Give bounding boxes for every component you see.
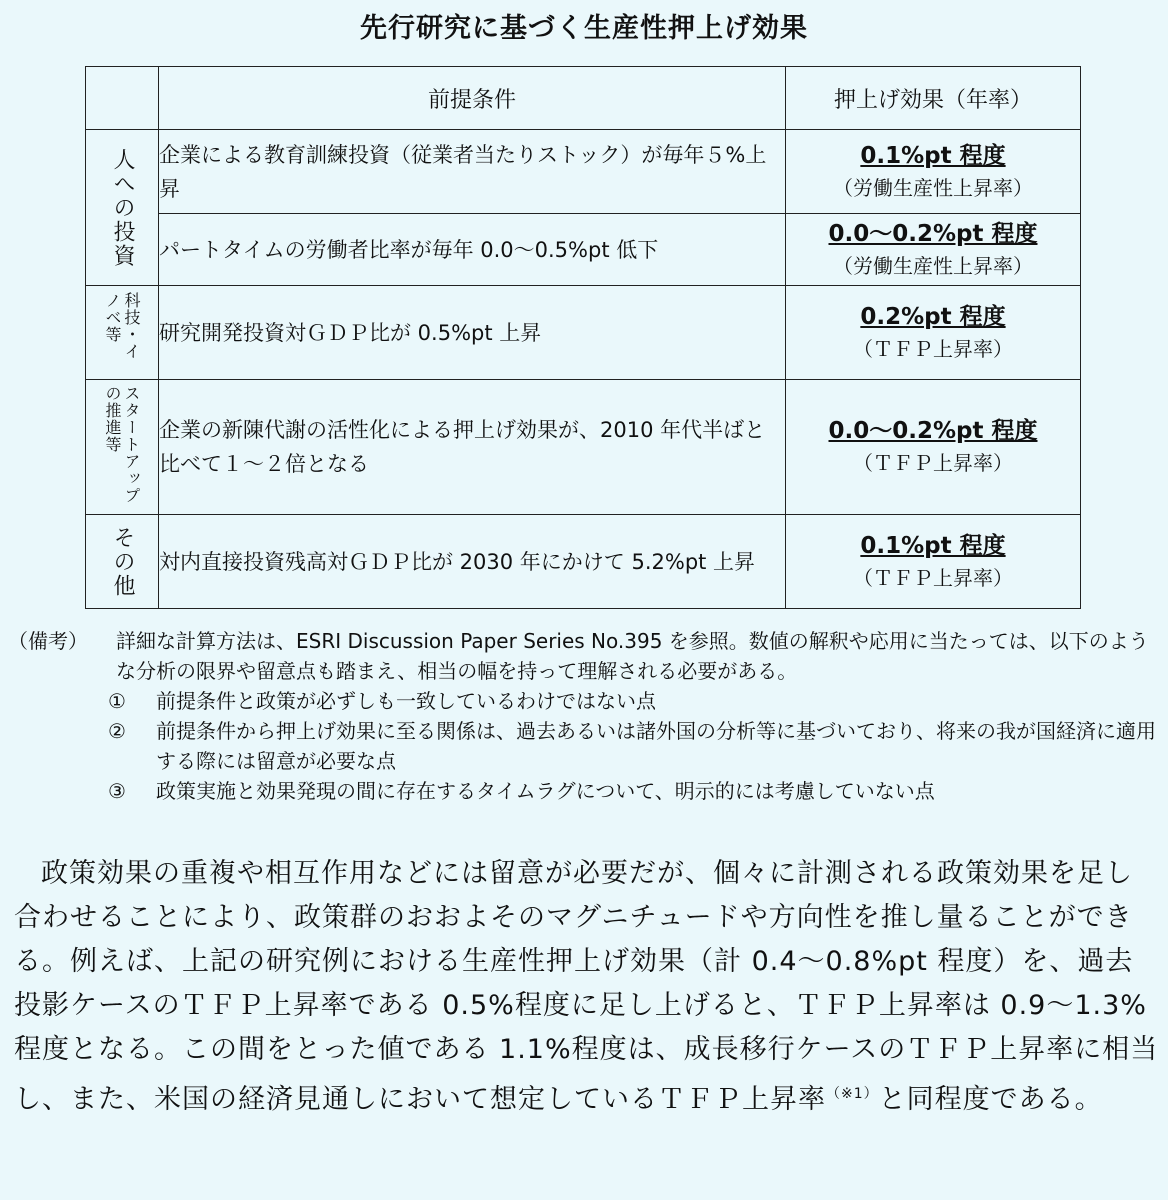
effect-cell	[786, 286, 1081, 380]
page-title: 先行研究に基づく生産性押上げ効果	[360, 13, 808, 44]
effect-note: （ＴＦＰ上昇率）	[853, 565, 1013, 590]
category-tech-cell	[86, 286, 159, 380]
table-row	[86, 286, 1081, 380]
effect-value: 0.1%pt 程度	[860, 532, 1006, 559]
effect-note: （労働生産性上昇率）	[833, 175, 1033, 200]
category-tech: 科技・イノベ等	[103, 291, 141, 360]
header-effect: 押上げ効果（年率）	[786, 67, 1081, 130]
productivity-table	[85, 66, 1081, 609]
effect-cell	[786, 380, 1081, 515]
paragraph-tail: と同程度である。	[878, 1084, 1103, 1115]
note-item	[108, 776, 1158, 806]
notes-block	[8, 626, 1158, 806]
condition-cell: 対内直接投資残高対ＧＤＰ比が 2030 年にかけて 5.2%pt 上昇	[159, 515, 786, 609]
table-row	[86, 515, 1081, 609]
footnote-ref: （※1）	[826, 1086, 879, 1102]
category-other-cell	[86, 515, 159, 609]
condition-cell: 企業の新陳代謝の活性化による押上げ効果が、2010 年代半ばと比べて１〜２倍となる	[159, 380, 786, 515]
note-number: ③	[108, 779, 126, 803]
note-text: 前提条件から押上げ効果に至る関係は、過去あるいは諸外国の分析等に基づいており、将来の我が国経済に適用する際には留意が必要な点	[156, 719, 1156, 773]
category-people-cell	[86, 130, 159, 286]
condition-cell: 企業による教育訓練投資（従業者当たりストック）が毎年５%上昇	[159, 130, 786, 214]
effect-note: （ＴＦＰ上昇率）	[853, 336, 1013, 361]
note-item	[108, 686, 1158, 716]
category-other: その他	[110, 525, 135, 598]
notes-label: （備考）	[8, 629, 88, 653]
table-row	[86, 214, 1081, 286]
notes-intro	[8, 626, 1158, 686]
effect-value: 0.0〜0.2%pt 程度	[828, 220, 1038, 247]
paragraph-text: 政策効果の重複や相互作用などには留意が必要だが、個々に計測される政策効果を足し合わせることにより、政策群のおおよそのマグニチュードや方向性を推し量ることができる。例えば、上記の研究例における生産性押上げ効果（計 0.4〜0.8%pt 程度）を、過去投影ケースのＴＦＰ上昇率である 0.5%程度に足し上げると、ＴＦＰ上昇率は 0.9〜1.3%程度となる。この間をとった値である 1.1%程度は、成長移行ケースのＴＦＰ上昇率に相当し、また、米国の経済見通しにおいて想定しているＴＦＰ上昇率	[14, 858, 1159, 1115]
effect-cell	[786, 515, 1081, 609]
effect-value: 0.0〜0.2%pt 程度	[828, 418, 1038, 444]
effect-cell	[786, 130, 1081, 214]
note-item	[108, 716, 1158, 776]
table-row	[86, 380, 1081, 515]
effect-note: （労働生産性上昇率）	[833, 253, 1033, 278]
table-header-row	[86, 67, 1081, 130]
category-startup-cell	[86, 380, 159, 515]
corner-cell	[86, 67, 159, 130]
body-paragraph	[14, 852, 1160, 1122]
effect-note: （ＴＦＰ上昇率）	[853, 451, 1013, 475]
note-number: ①	[108, 689, 126, 713]
table-row	[86, 130, 1081, 214]
condition-cell: 研究開発投資対ＧＤＰ比が 0.5%pt 上昇	[159, 286, 786, 380]
effect-value: 0.1%pt 程度	[860, 142, 1006, 169]
category-startup: スタートアップの推進等	[103, 385, 141, 504]
notes-text: 詳細な計算方法は、ESRI Discussion Paper Series No.395 を参照。数値の解釈や応用に当たっては、以下のような分析の限界や留意点も踏まえ、相当の幅を持って理解される必要がある。	[116, 629, 1149, 683]
category-people: 人への投資	[110, 147, 135, 268]
effect-cell	[786, 214, 1081, 286]
note-number: ②	[108, 719, 126, 743]
note-text: 政策実施と効果発現の間に存在するタイムラグについて、明示的には考慮していない点	[156, 779, 935, 803]
header-condition: 前提条件	[159, 67, 786, 130]
effect-value: 0.2%pt 程度	[860, 303, 1006, 330]
note-text: 前提条件と政策が必ずしも一致しているわけではない点	[156, 689, 656, 713]
condition-cell: パートタイムの労働者比率が毎年 0.0〜0.5%pt 低下	[159, 214, 786, 286]
